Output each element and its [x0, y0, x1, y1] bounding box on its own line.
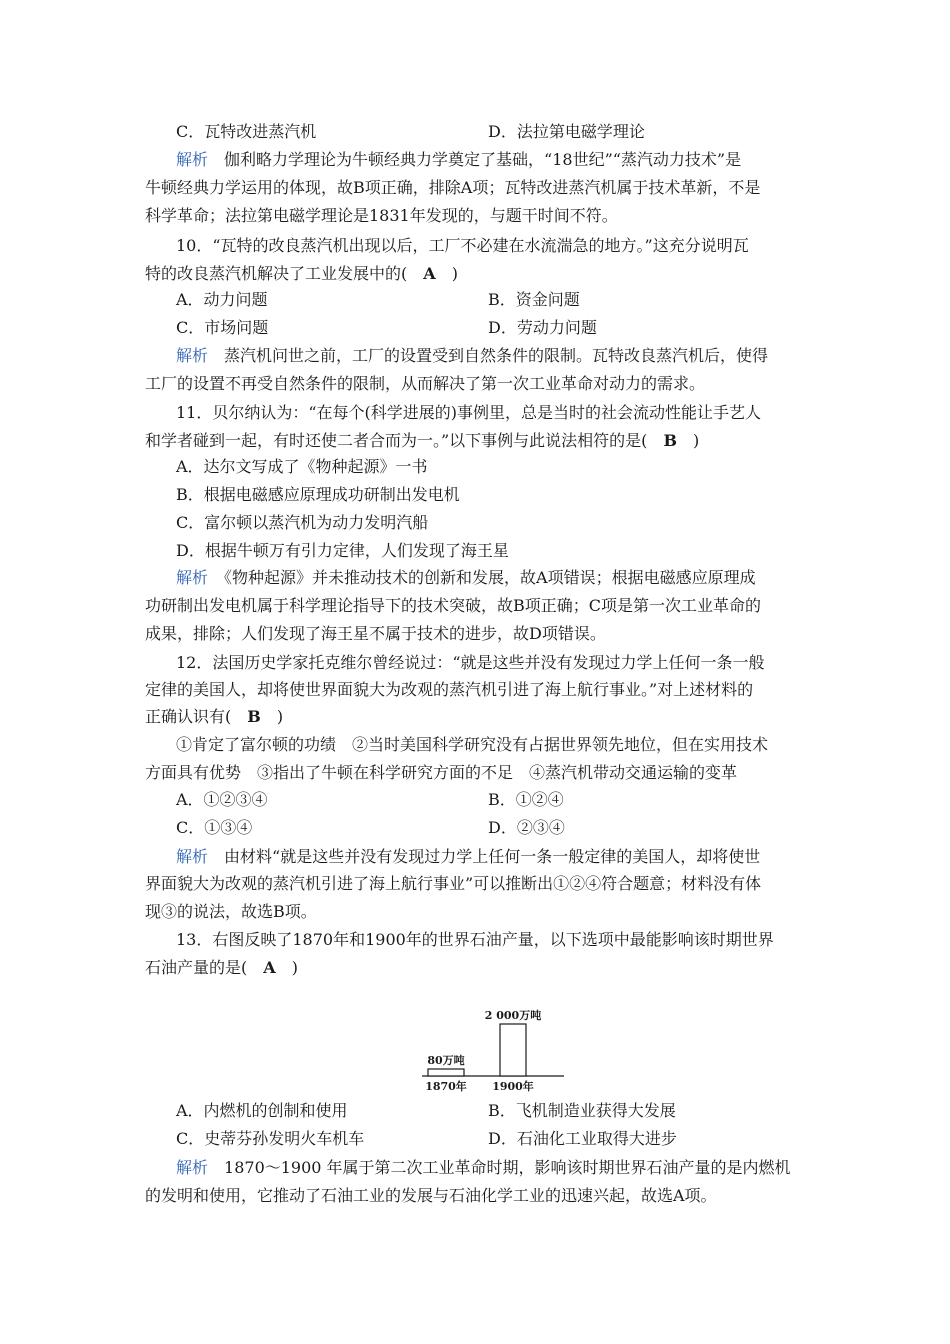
- q13-stem-line-2: 石油产量的是( A ): [145, 958, 298, 977]
- analysis-label: 解析: [176, 150, 209, 169]
- q13-analysis-line-2: 的发明和使用，它推动了石油工业的发展与石油化学工业的迅速兴起，故选A项。: [145, 1186, 717, 1205]
- q13-answer: A: [263, 958, 276, 977]
- q12-option-a: A．①②③④: [176, 790, 268, 809]
- chart-value-label-1: 80万吨: [427, 1054, 465, 1067]
- oil-production-chart: [418, 1008, 568, 1098]
- q12-items-line-1: ①肯定了富尔顿的功绩 ②当时美国科学研究没有占据世界领先地位，但在实用技术: [176, 735, 769, 754]
- q12-analysis-line-1: 解析 由材料“就是这些并没有发现过力学上任何一条一般定律的美国人，却将使世: [176, 847, 761, 866]
- chart-category-label-1: 1870年: [425, 1080, 467, 1093]
- analysis-label: 解析: [176, 568, 209, 587]
- q9-analysis-line-1: 解析 伽利略力学理论为牛顿经典力学奠定了基础，“18世纪”“蒸汽动力技术”是: [176, 150, 742, 169]
- q13-option-b: B．飞机制造业获得大发展: [488, 1101, 676, 1120]
- q10-analysis-line-1: 解析 蒸汽机问世之前，工厂的设置受到自然条件的限制。瓦特改良蒸汽机后，使得: [176, 346, 769, 365]
- q9-option-c: C．瓦特改进蒸汽机: [176, 122, 317, 141]
- q12-answer: B: [247, 707, 261, 726]
- q11-option-c: C．富尔顿以蒸汽机为动力发明汽船: [176, 513, 429, 532]
- analysis-label: 解析: [176, 847, 209, 866]
- q13-analysis-line-1: 解析 1870～1900 年属于第二次工业革命时期，影响该时期世界石油产量的是内燃机: [176, 1158, 791, 1177]
- q10-analysis-line-2: 工厂的设置不再受自然条件的限制，从而解决了第一次工业革命对动力的需求。: [145, 374, 706, 393]
- q10-option-b: B．资金问题: [488, 290, 580, 309]
- q12-analysis-line-3: 现③的说法，故选B项。: [145, 902, 317, 921]
- chart-bar-1: [428, 1069, 464, 1076]
- q11-stem-line-1: 11．贝尔纳认为：“在每个(科学进展的)事例里，总是当时的社会流动性能让手艺人: [176, 403, 762, 422]
- q11-option-d: D．根据牛顿万有引力定律，人们发现了海王星: [176, 541, 509, 560]
- q11-stem-line-2: 和学者碰到一起，有时还使二者合而为一。”以下事例与此说法相符的是( B ): [145, 431, 700, 450]
- q9-analysis-line-3: 科学革命；法拉第电磁学理论是1831年发现的，与题干时间不符。: [145, 206, 618, 225]
- q12-option-c: C．①③④: [176, 818, 253, 837]
- q9-analysis-line-2: 牛顿经典力学运用的体现，故B项正确，排除A项；瓦特改进蒸汽机属于技术革新，不是: [145, 178, 761, 197]
- analysis-label: 解析: [176, 346, 209, 365]
- q10-stem-line-2: 特的改良蒸汽机解决了工业发展中的( A ): [145, 264, 458, 283]
- q10-answer: A: [423, 264, 436, 283]
- q9-option-d: D．法拉第电磁学理论: [488, 122, 645, 141]
- q11-analysis-line-2: 功研制出发电机属于科学理论指导下的技术突破，故B项正确；C项是第一次工业革命的: [145, 596, 762, 615]
- q10-stem-line-1: 10．“瓦特的改良蒸汽机出现以后，工厂不必建在水流湍急的地方。”这充分说明瓦: [176, 236, 749, 255]
- q11-option-a: A．达尔文写成了《物种起源》一书: [176, 457, 428, 476]
- q12-option-b: B．①②④: [488, 790, 564, 809]
- q10-option-a: A．动力问题: [176, 290, 268, 309]
- q13-stem-line-1: 13．右图反映了1870年和1900年的世界石油产量，以下选项中最能影响该时期世界: [176, 930, 774, 949]
- q12-stem-line-1: 12．法国历史学家托克维尔曾经说过：“就是这些并没有发现过力学上任何一条一般: [176, 653, 765, 672]
- chart-value-label-2: 2 000万吨: [484, 1009, 542, 1022]
- q12-items-line-2: 方面具有优势 ③指出了牛顿在科学研究方面的不足 ④蒸汽机带动交通运输的变革: [145, 763, 738, 782]
- q13-option-a: A．内燃机的创制和使用: [176, 1101, 348, 1120]
- chart-category-label-2: 1900年: [492, 1080, 534, 1093]
- q11-answer: B: [663, 431, 677, 450]
- q11-analysis-line-3: 成果，排除；人们发现了海王星不属于技术的进步，故D项错误。: [145, 624, 606, 643]
- q12-analysis-line-2: 界面貌大为改观的蒸汽机引进了海上航行事业”可以推断出①②④符合题意；材料没有体: [145, 874, 762, 893]
- q10-option-d: D．劳动力问题: [488, 318, 597, 337]
- analysis-label: 解析: [176, 1158, 209, 1177]
- q12-stem-line-2: 定律的美国人，却将使世界面貌大为改观的蒸汽机引进了海上航行事业。”对上述材料的: [145, 680, 754, 699]
- q11-analysis-line-1: 解析 《物种起源》并未推动技术的创新和发展，故A项错误；根据电磁感应原理成: [176, 568, 756, 587]
- chart-bar-2: [500, 1024, 526, 1076]
- q11-option-b: B．根据电磁感应原理成功研制出发电机: [176, 485, 460, 504]
- q13-option-d: D．石油化工业取得大进步: [488, 1129, 677, 1148]
- q12-option-d: D．②③④: [488, 818, 565, 837]
- q12-stem-line-3: 正确认识有( B ): [145, 707, 284, 726]
- q10-option-c: C．市场问题: [176, 318, 269, 337]
- q13-option-c: C．史蒂芬孙发明火车机车: [176, 1129, 365, 1148]
